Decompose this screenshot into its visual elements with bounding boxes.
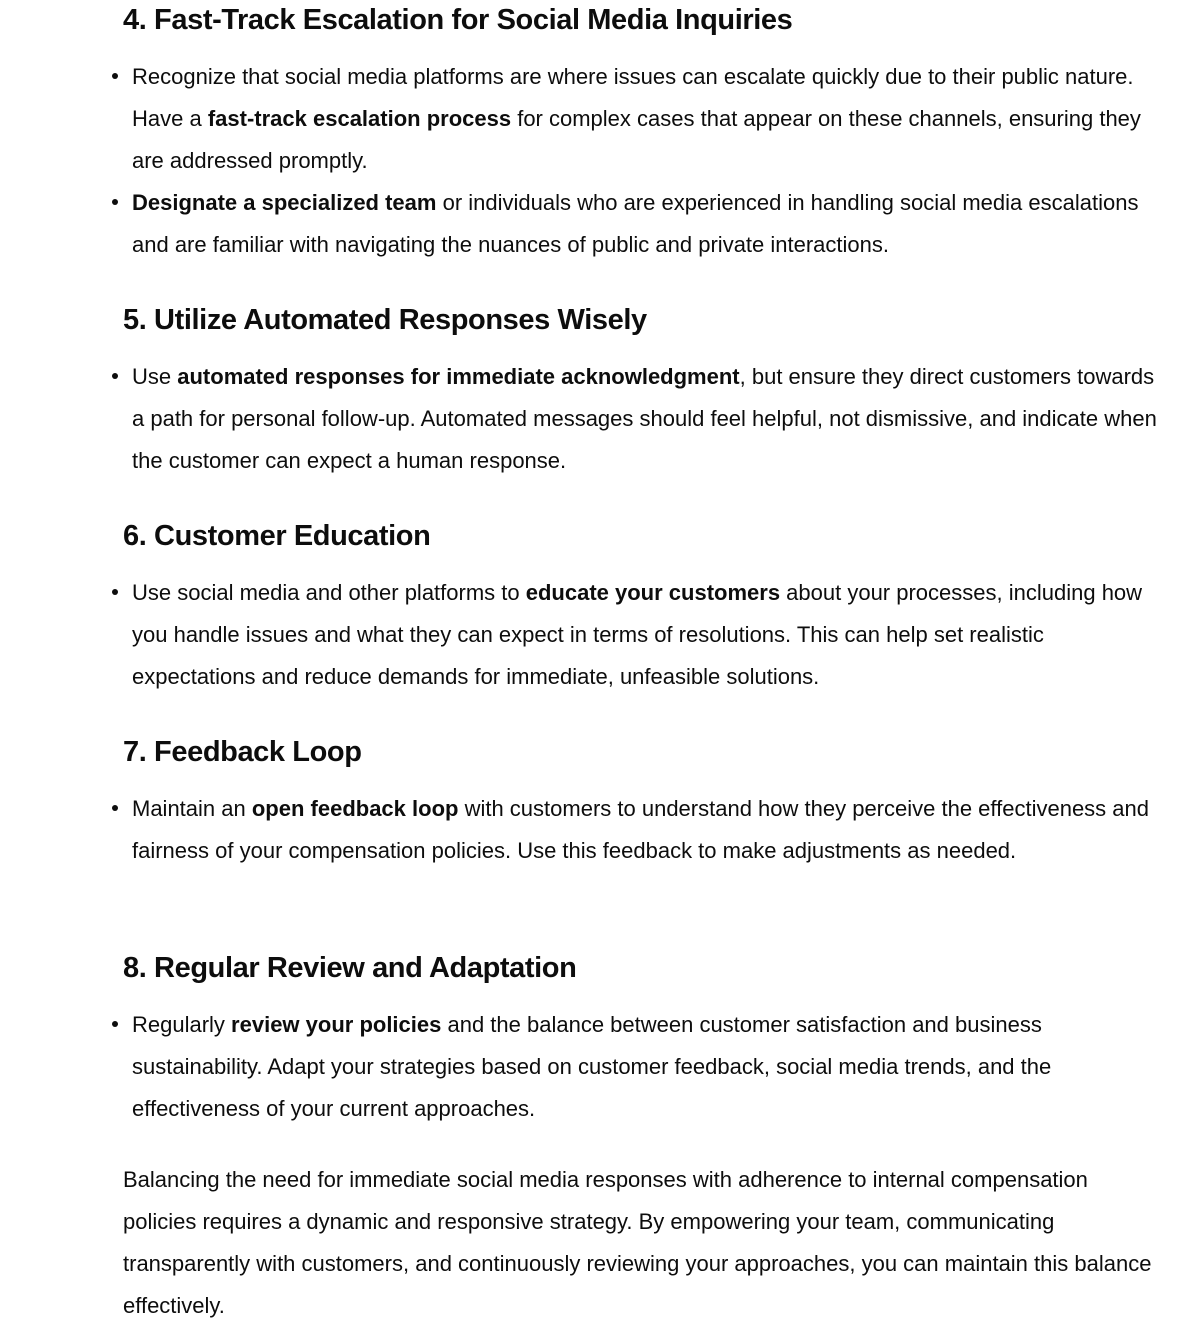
section-automated-responses xyxy=(123,300,1162,482)
list-item xyxy=(123,356,1162,482)
list-item xyxy=(123,788,1162,872)
bullet-list xyxy=(123,788,1162,872)
section-fast-track-escalation xyxy=(123,0,1162,266)
bold-phrase: Designate a specialized team xyxy=(132,190,437,215)
bullet-text: Use automated responses for immediate acknowledgment, but ensure they direct customers towards a path for personal follow-up. Automated messages should feel helpful, not dismissive, and indicate when the customer can expect a human response. xyxy=(132,364,1157,473)
bullet-icon xyxy=(112,805,118,811)
closing-paragraph: Balancing the need for immediate social media responses with adherence to internal compensation policies requires a dynamic and responsive strategy. By empowering your team, communicating transparently with customers, and continuously reviewing your approaches, you can maintain this balance effectively. xyxy=(123,1167,1152,1318)
list-item xyxy=(123,1004,1162,1130)
bullet-icon xyxy=(112,589,118,595)
bold-phrase: open feedback loop xyxy=(251,796,459,821)
bold-phrase: automated responses for immediate acknowledgment xyxy=(177,364,740,389)
bullet-text: Regularly review your policies and the balance between customer satisfaction and business sustainability. Adapt your strategies based on customer feedback, social media trends, and the effectiveness of your current approaches. xyxy=(132,1012,1052,1121)
bullet-list xyxy=(123,56,1162,266)
bullet-list xyxy=(123,1004,1162,1130)
list-item xyxy=(123,572,1162,698)
bullet-text: Use social media and other platforms to educate your customers about your processes, including how you handle issues and what they can expect in terms of resolutions. This can help set realistic expectations and reduce demands for immediate, unfeasible solutions. xyxy=(132,580,1143,689)
bullet-icon xyxy=(112,1021,118,1027)
bullet-text: Maintain an open feedback loop with customers to understand how they perceive the effectiveness and fairness of your compensation policies. Use this feedback to make adjustments as needed. xyxy=(132,796,1149,863)
section-regular-review xyxy=(123,948,1162,1130)
section-heading: 4. Fast-Track Escalation for Social Media Inquiries xyxy=(123,4,793,36)
section-feedback-loop xyxy=(123,732,1162,872)
bullet-list xyxy=(123,356,1162,482)
bullet-icon xyxy=(112,73,118,79)
section-heading: 6. Customer Education xyxy=(123,520,431,552)
bullet-icon xyxy=(112,373,118,379)
section-heading: 8. Regular Review and Adaptation xyxy=(123,952,577,984)
bold-phrase: review your policies xyxy=(231,1012,442,1037)
bullet-list xyxy=(123,572,1162,698)
bold-phrase: fast-track escalation process xyxy=(207,106,512,131)
bold-phrase: educate your customers xyxy=(525,580,781,605)
bullet-icon xyxy=(112,199,118,205)
bullet-text: Designate a specialized team or individuals who are experienced in handling social media escalations and are familiar with navigating the nuances of public and private interactions. xyxy=(132,190,1139,257)
section-heading: 7. Feedback Loop xyxy=(123,736,362,768)
list-item xyxy=(123,56,1162,182)
section-customer-education xyxy=(123,516,1162,698)
section-heading: 5. Utilize Automated Responses Wisely xyxy=(123,304,647,336)
bullet-text: Recognize that social media platforms are where issues can escalate quickly due to their public nature. Have a fast-track escalation process for complex cases that appear on these channels, ensuring they are addressed promptly. xyxy=(132,64,1141,173)
closing-section xyxy=(123,1159,1153,1327)
list-item xyxy=(123,182,1162,266)
